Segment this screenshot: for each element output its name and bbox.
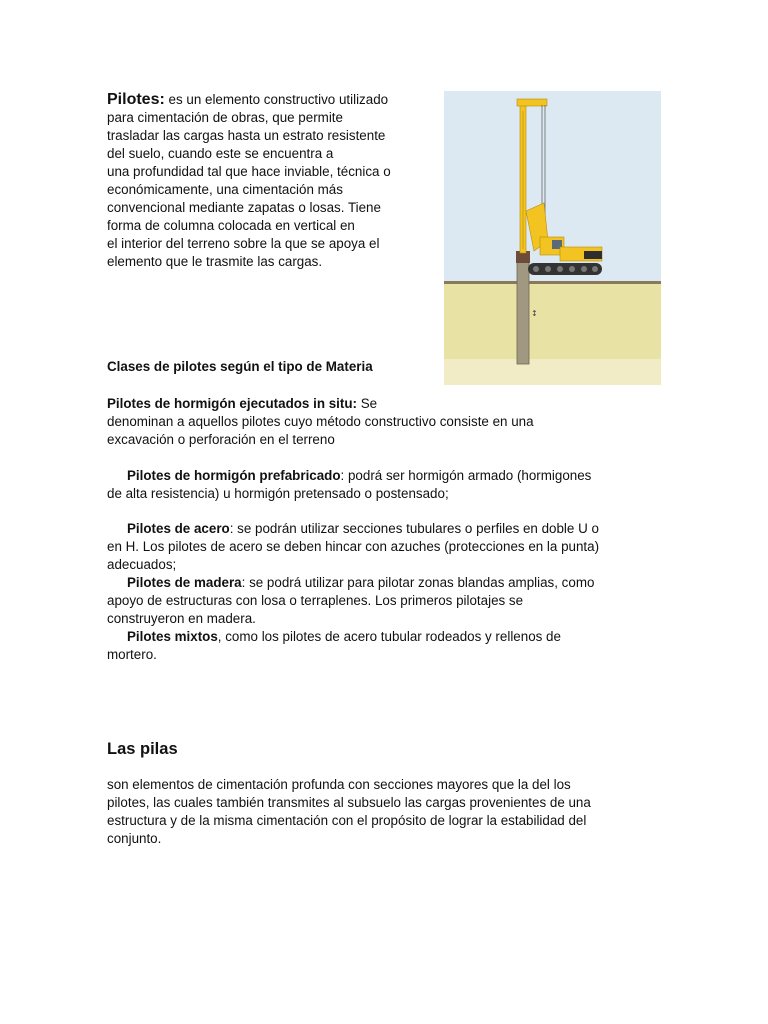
pile: [517, 256, 529, 364]
intro-line: trasladar las cargas hasta un estrato resistente: [107, 128, 386, 143]
intro-line: forma de columna colocada en vertical en: [107, 218, 355, 233]
mast-top-head: [517, 99, 547, 106]
pilas-heading: Las pilas: [107, 740, 178, 758]
deep-soil-layer: [444, 359, 661, 385]
intro-line: para cimentación de obras, que permite: [107, 110, 343, 125]
track-wheel: [592, 266, 598, 272]
rig-track: [528, 263, 602, 275]
track-wheel: [569, 266, 575, 272]
intro-term: Pilotes:: [107, 91, 165, 108]
intro-line: del suelo, cuando este se encuentra a: [107, 146, 334, 161]
pile-rig-illustration: [444, 91, 661, 385]
list-item-madera: Pilotes de madera: se podrá utilizar para pilotar zonas blandas amplias, como apoyo de estructuras con losa o terraplenes. Los primeros pilotajes se construyeron en madera.: [107, 575, 595, 626]
list-item-prefabricado: Pilotes de hormigón prefabricado: podrá ser hormigón armado (hormigones de alta resistencia) u hormigón pretensado o postensado;: [107, 468, 592, 501]
track-wheel: [557, 266, 563, 272]
in-situ-label: Pilotes de hormigón ejecutados in situ:: [107, 396, 357, 411]
soil-layer: [444, 283, 661, 359]
intro-line: el interior del terreno sobre la que se apoya el: [107, 236, 380, 251]
track-wheel: [545, 266, 551, 272]
track-wheel: [581, 266, 587, 272]
intro-line-1: [107, 91, 437, 109]
classes-title: Clases de pilotes según el tipo de Materia: [107, 359, 373, 374]
intro-line: económicamente, una cimentación más: [107, 182, 343, 197]
intro-line: convencional mediante zapatas o losas. Tiene: [107, 200, 381, 215]
intro-paragraph: [107, 91, 437, 271]
intro-text: es un elemento constructivo utilizado: [164, 92, 389, 107]
rig-counterweight: [584, 251, 602, 259]
intro-line: elemento que le trasmite las cargas.: [107, 254, 323, 269]
track-wheel: [533, 266, 539, 272]
depth-arrow-icon: ↕: [531, 309, 538, 318]
intro-line: una profundidad tal que hace inviable, técnica o: [107, 164, 391, 179]
pilas-paragraph: son elementos de cimentación profunda con secciones mayores que la del los pilotes, las cuales también transmites al subsuelo las cargas provenientes de una estructura y de la misma cimentación con el propósito de lograr la estabilidad del conjunto.: [107, 777, 591, 846]
list-item-mixtos: Pilotes mixtos, como los pilotes de acero tubular rodeados y rellenos de mortero.: [107, 629, 561, 662]
list-item-acero: Pilotes de acero: se podrán utilizar secciones tubulares o perfiles en doble U o en H. Los pilotes de acero se deben hincar con azuches (protecciones en la punta) adecuados;: [107, 521, 600, 572]
ground-line: [444, 281, 661, 284]
in-situ-paragraph: Pilotes de hormigón ejecutados in situ: Se denominan a aquellos pilotes cuyo método constructivo consiste en una excavación o perforación en el terreno: [107, 396, 534, 447]
